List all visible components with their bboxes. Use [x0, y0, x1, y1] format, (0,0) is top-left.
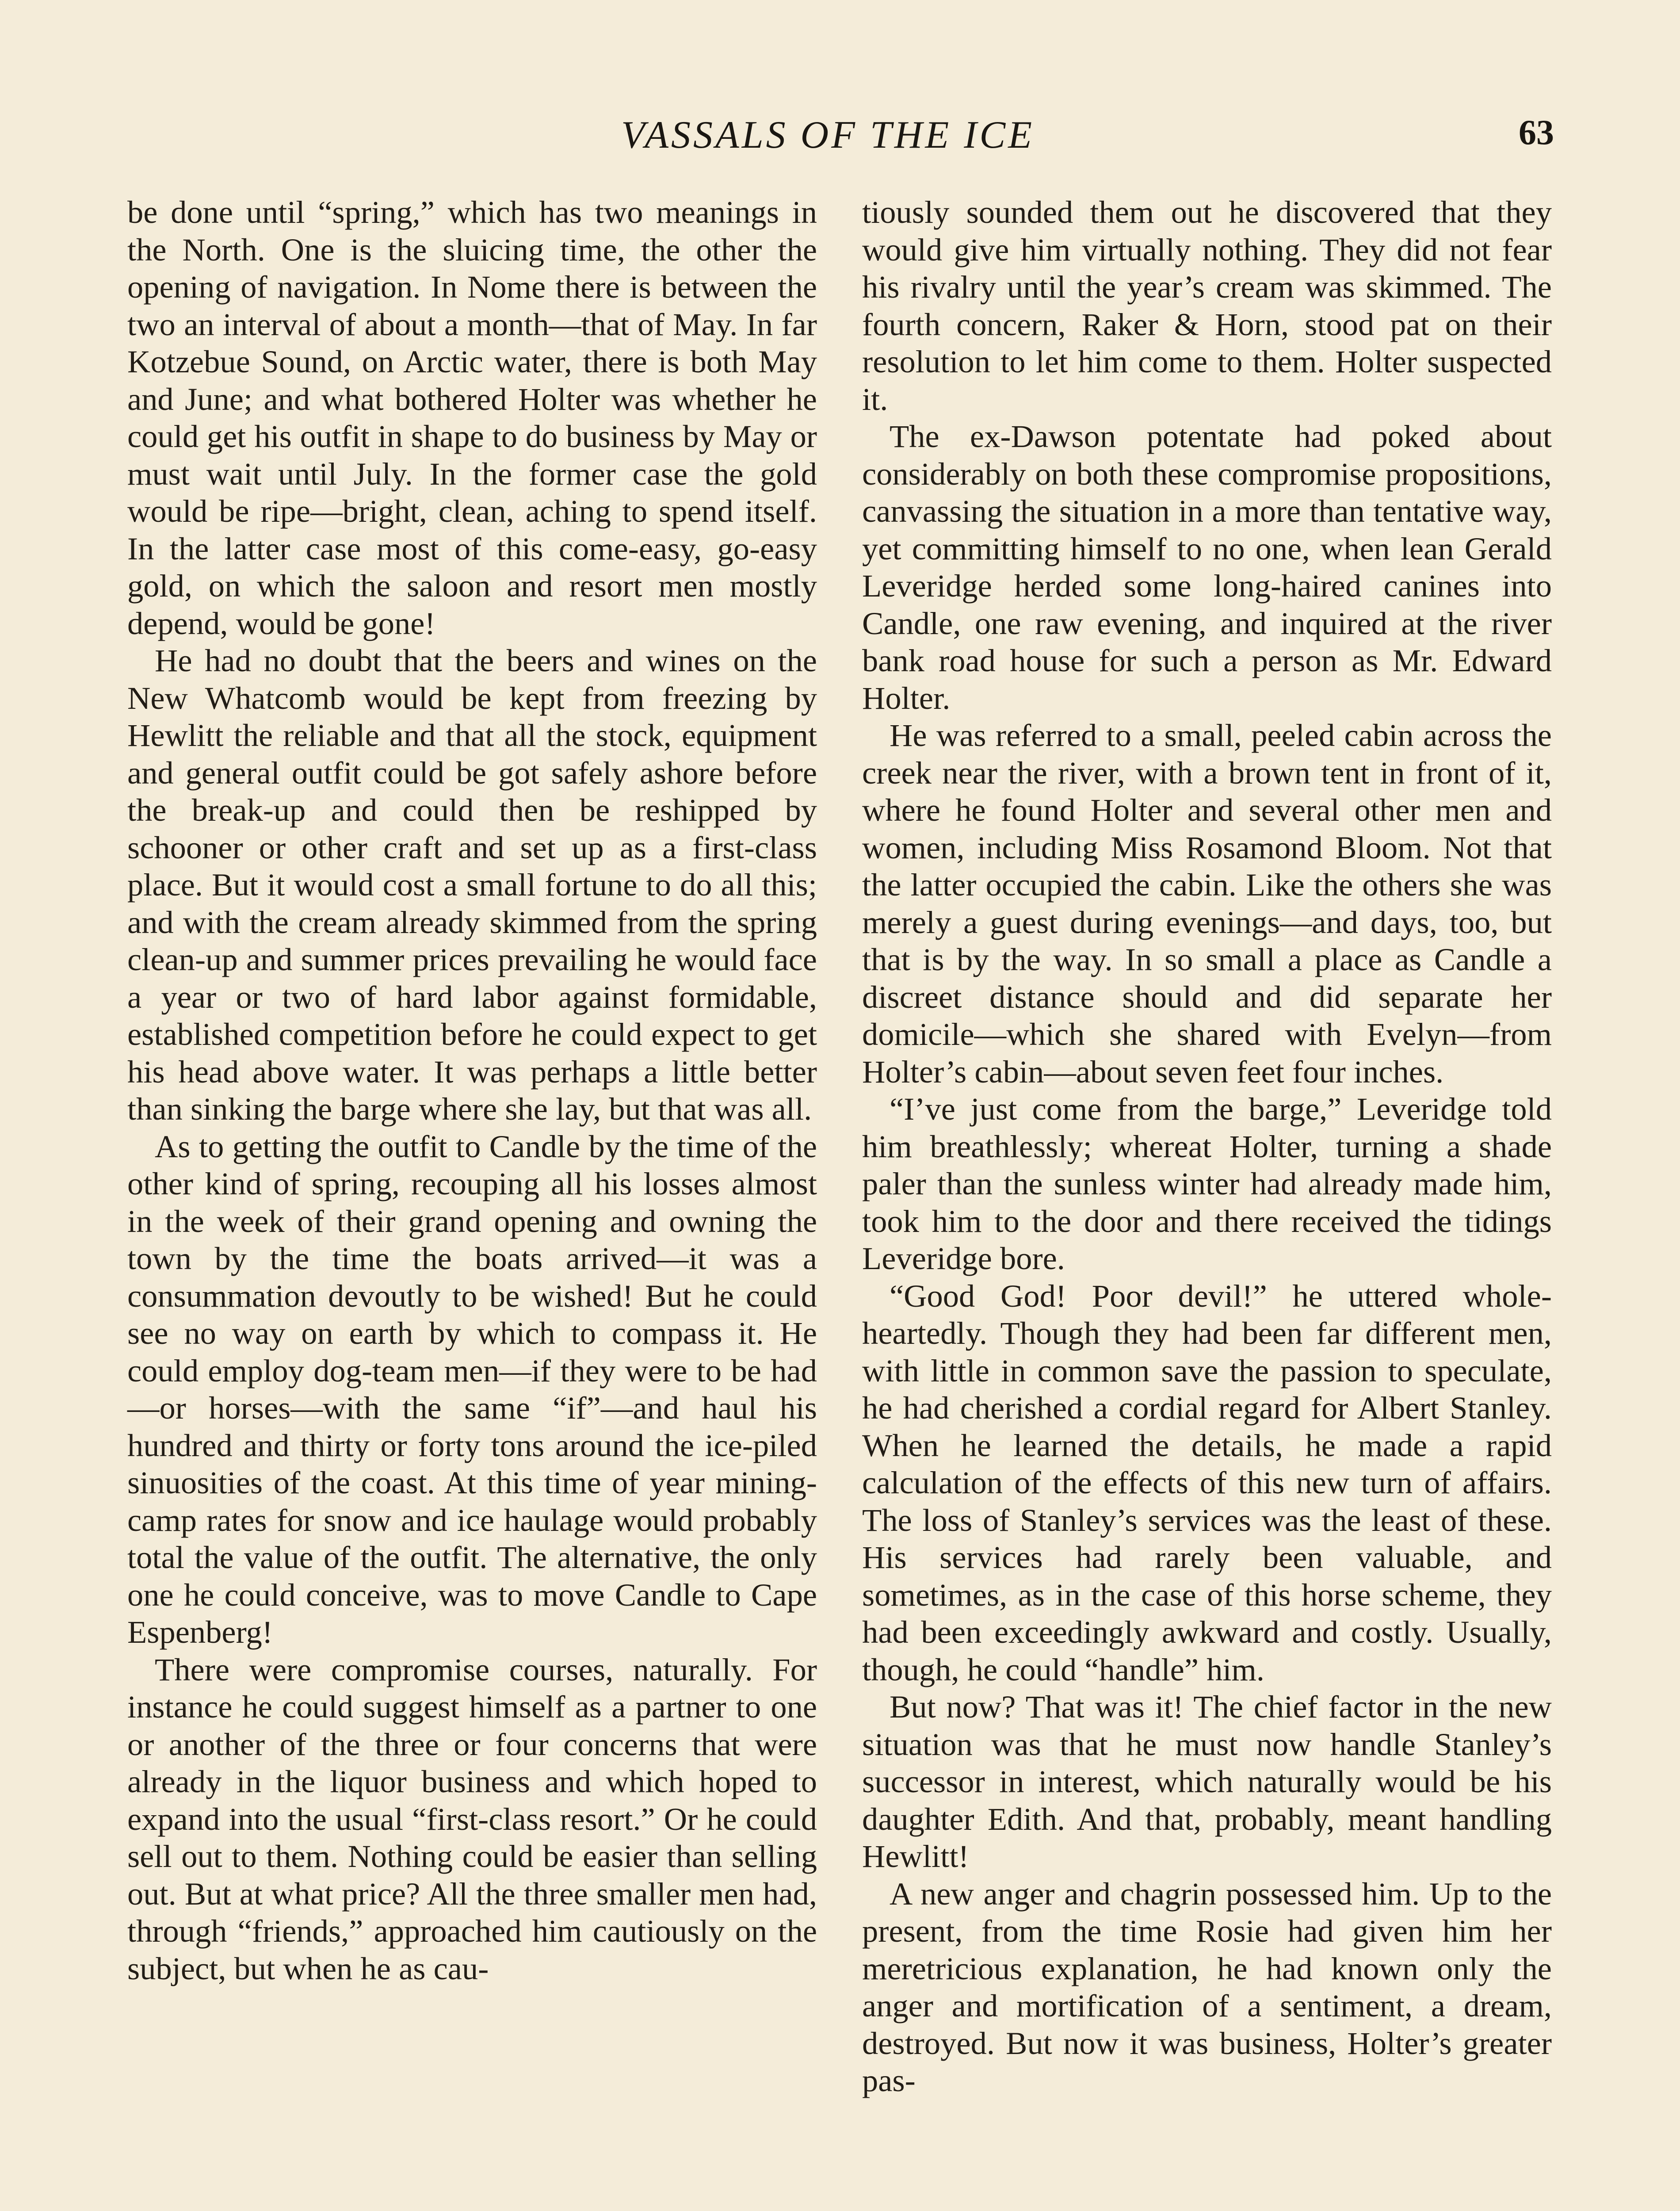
paragraph: tiously sounded them out he discovered that they would give him virtually nothing. They did not fear his rivalry until the year’s cream was skimmed. The fourth concern, Raker & Horn, stood pat on their resolution to let him come to them. Holter suspected it.: [862, 194, 1552, 417]
paragraph: He had no doubt that the beers and wines on the New Whatcomb would be kept from freezing by Hewlitt the reliable and that all the stock, equipment and general outfit could be got safely ashore before the break-up and could then be reshipped by schooner or other craft and set up as a first-class place. But it would cost a small fortune to do all this; and with the cream already skimmed from the spring clean-up and summer prices prevailing he would face a year or two of hard labor against formidable, established competition before he could expect to get his head above water. It was perhaps a little better than sinking the barge where she lay, but that was all.: [127, 643, 817, 1127]
running-title: VASSALS OF THE ICE: [621, 114, 1035, 157]
paragraph: He was referred to a small, peeled cabin across the creek near the river, with a brown tent in front of it, where he found Holter and several other men and women, including Miss Rosamond Bloom. Not that the latter occupied the cabin. Like the others she was merely a guest during evenings—and days, too, but that is by the way. In so small a place as Candle a discreet distance should and did separate her domicile—which she shared with Evelyn—from Holter’s cabin—about seven feet four inches.: [862, 717, 1552, 1090]
paragraph: The ex-Dawson potentate had poked about considerably on both these compromise propositions, canvassing the situation in a more than tentative way, yet committing himself to no one, when lean Gerald Leveridge herded some long-haired canines into Candle, one raw evening, and inquired at the river bank road house for such a person as Mr. Edward Holter.: [862, 418, 1552, 716]
right-column: [862, 194, 1552, 2100]
paragraph: be done until “spring,” which has two meanings in the North. One is the sluicing time, the other the opening of navigation. In Nome there is between the two an interval of about a month—that of May. In far Kotzebue Sound, on Arctic water, there is both May and June; and what bothered Holter was whether he could get his outfit in shape to do business by May or must wait until July. In the former case the gold would be ripe—bright, clean, aching to spend itself. In the latter case most of this come-easy, go-easy gold, on which the saloon and resort men mostly depend, would be gone!: [127, 194, 817, 641]
paragraph: There were compromise courses, naturally. For instance he could suggest himself as a partner to one or another of the three or four concerns that were already in the liquor business and which hoped to expand into the usual “first-class resort.” Or he could sell out to them. Nothing could be easier than selling out. But at what price? All the three smaller men had, through “friends,” approached him cautiously on the subject, but when he as cau-: [127, 1651, 817, 1986]
paragraph: “I’ve just come from the barge,” Leveridge told him breathlessly; whereat Holter, turning a shade paler than the sunless winter had already made him, took him to the door and there received the tidings Leveridge bore.: [862, 1091, 1552, 1276]
paragraph: A new anger and chagrin possessed him. Up to the present, from the time Rosie had given him her meretricious explanation, he had known only the anger and mortification of a sentiment, a dream, destroyed. But now it was business, Holter’s greater pas-: [862, 1875, 1552, 2098]
paragraph: As to getting the outfit to Candle by the time of the other kind of spring, recouping all his losses almost in the week of their grand opening and owning the town by the time the boats arrived—it was a consummation devoutly to be wished! But he could see no way on earth by which to compass it. He could employ dog-team men—if they were to be had—or horses—with the same “if”—and haul his hundred and thirty or forty tons around the ice-piled sinuosities of the coast. At this time of year mining-camp rates for snow and ice haulage would probably total the value of the outfit. The alternative, the only one he could conceive, was to move Candle to Cape Espenberg!: [127, 1128, 817, 1650]
page-number: 63: [1519, 113, 1554, 152]
paragraph: “Good God! Poor devil!” he uttered whole-heartedly. Though they had been far different men, with little in common save the passion to speculate, he had cherished a cordial regard for Albert Stanley. When he learned the details, he made a rapid calculation of the effects of this new turn of affairs. The loss of Stanley’s services was the least of these. His services had rarely been valuable, and sometimes, as in the case of this horse scheme, they had been exceedingly awkward and costly. Usually, though, he could “handle” him.: [862, 1278, 1552, 1687]
left-column: [127, 194, 817, 1987]
page-header: [0, 113, 1680, 161]
paragraph: But now? That was it! The chief factor in the new situation was that he must now handle Stanley’s successor in interest, which naturally would be his daughter Edith. And that, probably, meant handling Hewlitt!: [862, 1689, 1552, 1874]
